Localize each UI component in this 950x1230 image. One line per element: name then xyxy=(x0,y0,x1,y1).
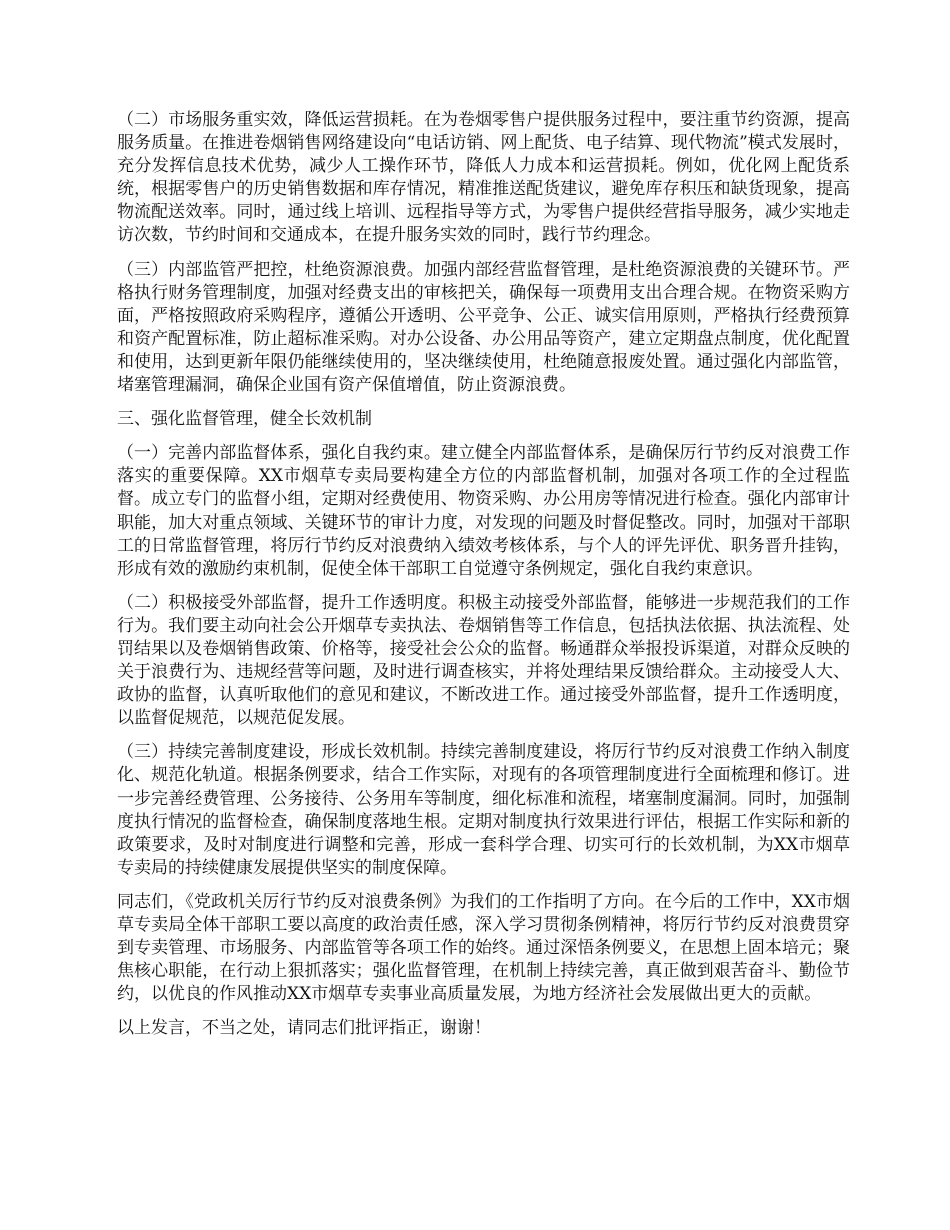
paragraph-external-supervision: （二）积极接受外部监督，提升工作透明度。积极主动接受外部监督，能够进一步规范我们的工作行为。我们要主动向社会公开烟草专卖执法、卷烟销售等工作信息，包括执法依据、执法流程、处罚结果以及卷烟销售政策、价格等，接受社会公众的监督。畅通群众举报投诉渠道，对群众反映的关于浪费行为、违规经营等问题，及时进行调查核实，并将处理结果反馈给群众。主动接受人大、政协的监督，认真听取他们的意见和建议，不断改进工作。通过接受外部监督，提升工作透明度，以监督促规范，以规范促发展。 xyxy=(117,592,850,729)
paragraph-system-building: （三）持续完善制度建设，形成长效机制。持续完善制度建设，将厉行节约反对浪费工作纳入制度化、规范化轨道。根据条例要求，结合工作实际，对现有的各项管理制度进行全面梳理和修订。进一步完善经费管理、公务接待、公务用车等制度，细化标准和流程，堵塞制度漏洞。同时，加强制度执行情况的监督检查，确保制度落地生根。定期对制度执行效果进行评估，根据工作实际和新的政策要求，及时对制度进行调整和完善，形成一套科学合理、切实可行的长效机制，为XX市烟草专卖局的持续健康发展提供坚实的制度保障。 xyxy=(117,742,850,878)
paragraph-market-service: （二）市场服务重实效，降低运营损耗。在为卷烟零售户提供服务过程中，要注重节约资源，提高服务质量。在推进卷烟销售网络建设向“电话访销、网上配货、电子结算、现代物流”模式发展时，充分发挥信息技术优势，减少人工操作环节，降低人力成本和运营损耗。例如，优化网上配货系统，根据零售户的历史销售数据和库存情况，精准推送配货建议，避免库存积压和缺货现象，提高物流配送效率。同时，通过线上培训、远程指导等方式，为零售户提供经营指导服务，减少实地走访次数，节约时间和交通成本，在提升服务实效的同时，践行节约理念。 xyxy=(117,110,850,246)
section-heading-three: 三、强化监督管理，健全长效机制 xyxy=(117,409,372,430)
paragraph-conclusion: 同志们，《党政机关厉行节约反对浪费条例》为我们的工作指明了方向。在今后的工作中，XX市烟草专卖局全体干部职工要以高度的政治责任感，深入学习贯彻条例精神，将厉行节约反对浪费贯穿到专卖管理、市场服务、内部监管等各项工作的始终。通过深悟条例要义，在思想上固本培元；聚焦核心职能，在行动上狠抓落实；强化监督管理，在机制上持续完善，真正做到艰苦奋斗、勤俭节约，以优良的作风推动XX市烟草专卖事业高质量发展，为地方经济社会发展做出更大的贡献。 xyxy=(117,891,850,1005)
paragraph-closing-remarks: 以上发言，不当之处，请同志们批评指正，谢谢！ xyxy=(117,1018,491,1039)
document-body xyxy=(117,109,850,1051)
paragraph-internal-supervision: （三）内部监管严把控，杜绝资源浪费。加强内部经营监督管理，是杜绝资源浪费的关键环节。严格执行财务管理制度，加强对经费支出的审核把关，确保每一项费用支出合理合规。在物资采购方面，严格按照政府采购程序，遵循公开透明、公平竞争、公正、诚实信用原则，严格执行经费预算和资产配置标准，防止超标准采购。对办公设备、办公用品等资产，建立定期盘点制度，优化配置和使用，达到更新年限仍能继续使用的，坚决继续使用，杜绝随意报废处置。通过强化内部监管，堵塞管理漏洞，确保企业国有资产保值增值，防止资源浪费。 xyxy=(117,259,850,396)
paragraph-internal-oversight-system: （一）完善内部监督体系，强化自我约束。建立健全内部监督体系，是确保厉行节约反对浪费工作落实的重要保障。XX市烟草专卖局要构建全方位的内部监督机制，加强对各项工作的全过程监督。成立专门的监督小组，定期对经费使用、物资采购、办公用房等情况进行检查。强化内部审计职能，加大对重点领域、关键环节的审计力度，对发现的问题及时督促整改。同时，加强对干部职工的日常监督管理，将厉行节约反对浪费纳入绩效考核体系，与个人的评先评优、职务晋升挂钩，形成有效的激励约束机制，促使全体干部职工自觉遵守条例规定，强化自我约束意识。 xyxy=(117,443,850,579)
